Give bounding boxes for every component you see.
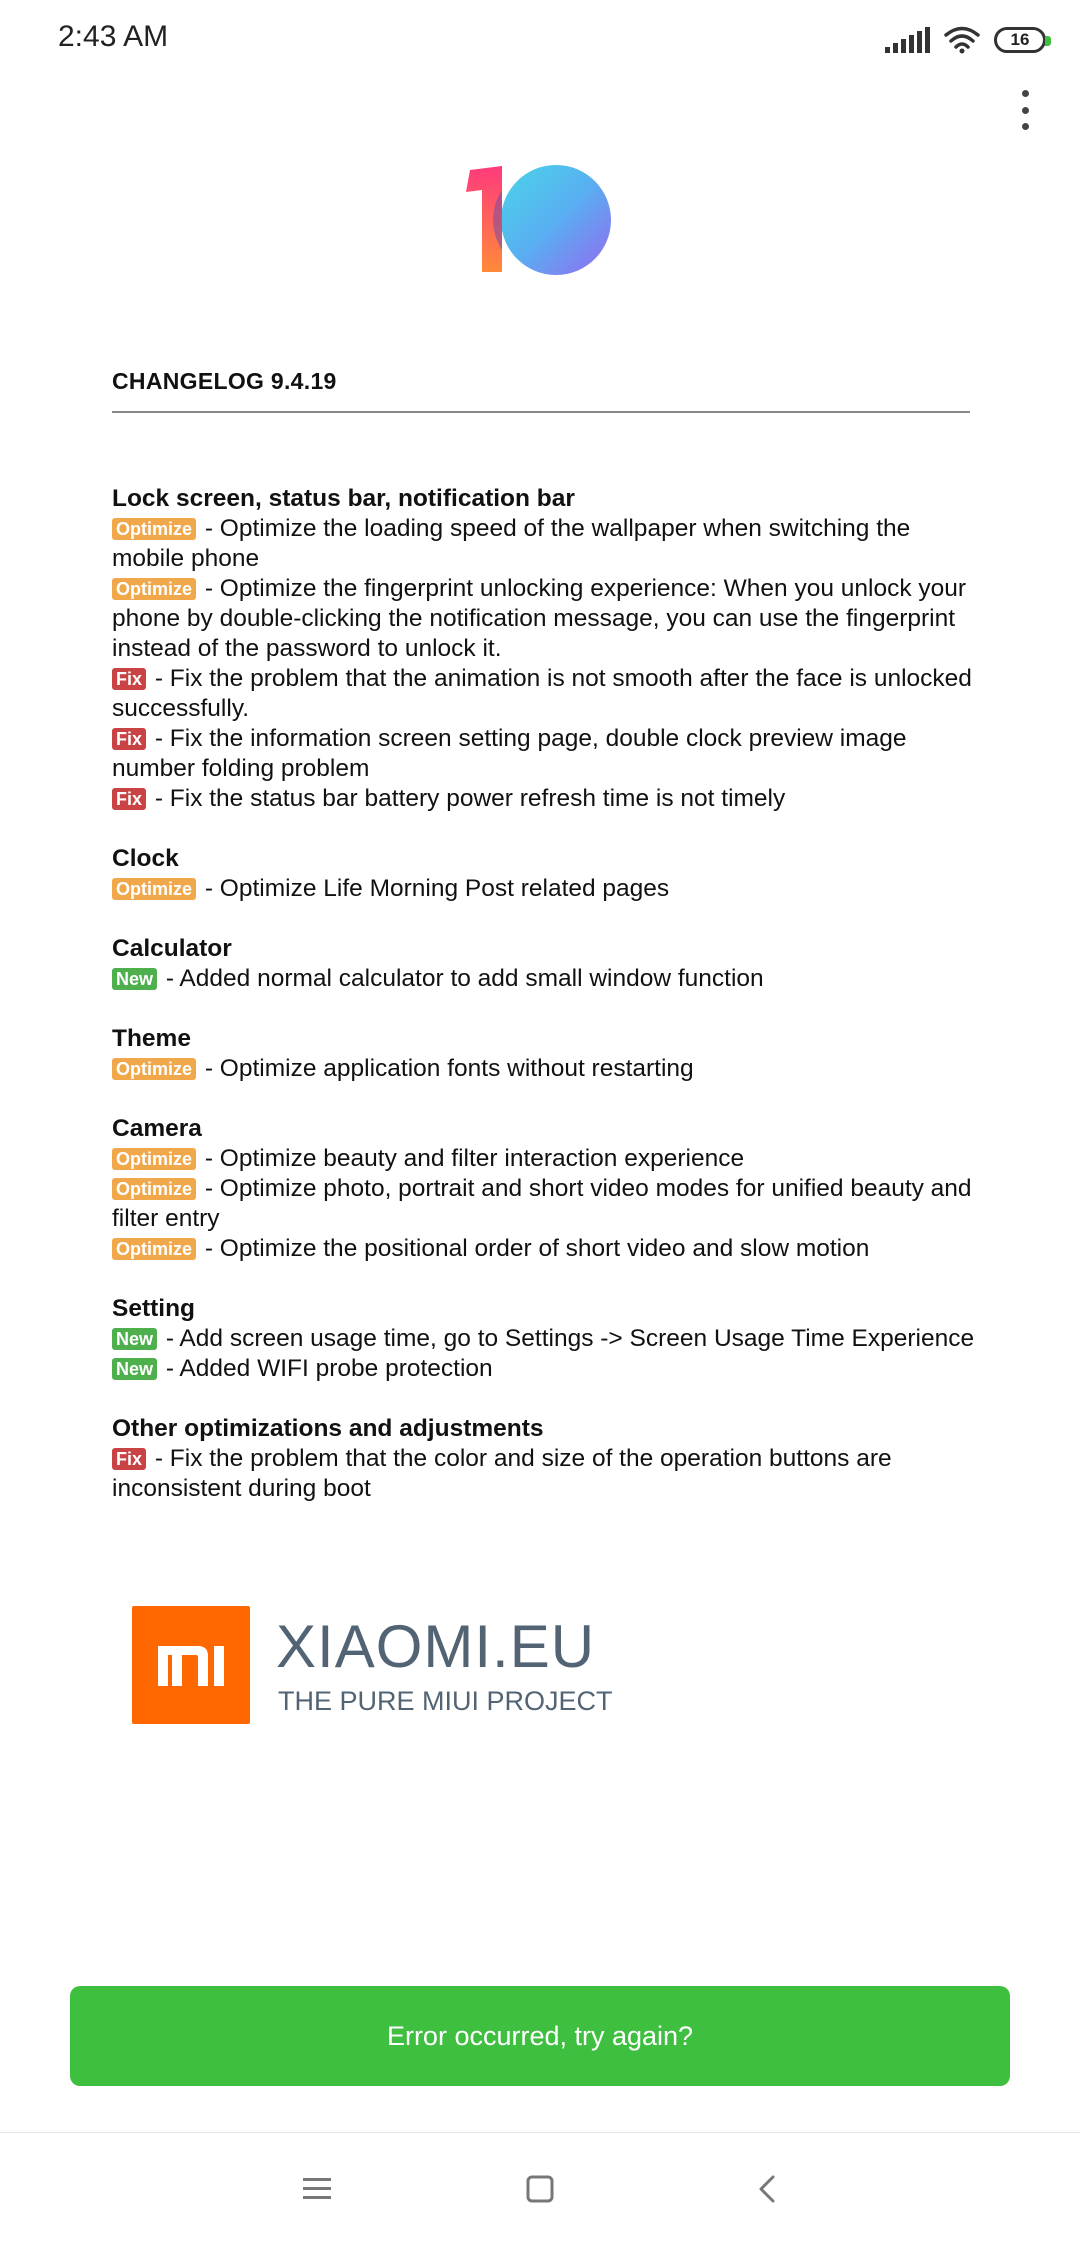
fix-badge: Fix — [112, 668, 146, 690]
fix-badge: Fix — [112, 788, 146, 810]
retry-button[interactable]: Error occurred, try again? — [70, 1986, 1010, 2086]
entry-text: - Fix the problem that the animation is not smooth after the face is unlocked successfully. — [112, 665, 972, 722]
section-title: Setting — [112, 1295, 196, 1322]
status-bar — [0, 0, 1080, 80]
brand-tagline: THE PURE MIUI PROJECT — [278, 1686, 613, 1716]
changelog-section — [112, 1294, 978, 1384]
chevron-left-icon[interactable] — [735, 2157, 799, 2221]
square-icon[interactable] — [508, 2157, 572, 2221]
changelog-entry — [112, 1354, 978, 1384]
optimize-badge: Optimize — [112, 878, 196, 900]
more-vert-icon[interactable] — [1010, 90, 1040, 130]
optimize-badge: Optimize — [112, 518, 196, 540]
xiaomi-eu-branding — [132, 1606, 632, 1726]
section-title: Theme — [112, 1025, 191, 1052]
section-title: Other optimizations and adjustments — [112, 1415, 544, 1442]
optimize-badge: Optimize — [112, 1178, 196, 1200]
changelog-entry — [112, 1324, 978, 1354]
entry-text: - Added normal calculator to add small window function — [159, 965, 764, 992]
entry-text: - Fix the status bar battery power refresh time is not timely — [148, 785, 786, 812]
entry-text: - Optimize the fingerprint unlocking experience: When you unlock your phone by double-clicking the notification message, you can use the fingerprint instead of the password to unlock it. — [112, 575, 967, 662]
changelog-section — [112, 844, 978, 904]
entry-text: - Optimize Life Morning Post related pages — [198, 875, 670, 902]
changelog-title: CHANGELOG 9.4.19 — [112, 368, 337, 394]
status-time: 2:43 AM — [58, 20, 169, 53]
optimize-badge: Optimize — [112, 1058, 196, 1080]
changelog-entry — [112, 964, 978, 994]
changelog-entry — [112, 1444, 978, 1504]
changelog-section — [112, 1114, 978, 1264]
title-divider — [112, 411, 970, 413]
entry-text: - Added WIFI probe protection — [159, 1355, 493, 1382]
changelog-section — [112, 934, 978, 994]
changelog-section — [112, 484, 978, 814]
fix-badge: Fix — [112, 1448, 146, 1470]
optimize-badge: Optimize — [112, 1238, 196, 1260]
changelog-entry — [112, 1174, 978, 1234]
menu-lines-icon[interactable] — [285, 2157, 349, 2221]
changelog-entry — [112, 724, 978, 784]
new-badge: New — [112, 1358, 157, 1380]
new-badge: New — [112, 1328, 157, 1350]
section-title: Calculator — [112, 935, 232, 962]
signal-icon — [885, 27, 930, 53]
section-title: Lock screen, status bar, notification bar — [112, 485, 575, 512]
changelog-entry — [112, 664, 978, 724]
optimize-badge: Optimize — [112, 1148, 196, 1170]
miui-10-logo-icon — [460, 160, 620, 280]
changelog-section — [112, 1024, 978, 1084]
changelog-entry — [112, 784, 978, 814]
entry-text: - Fix the information screen setting page, double clock preview image number folding problem — [112, 725, 907, 782]
entry-text: - Optimize the positional order of short video and slow motion — [198, 1235, 870, 1262]
changelog-entry — [112, 874, 978, 904]
changelog-entry — [112, 574, 978, 664]
status-icons — [885, 22, 1046, 58]
entry-text: - Add screen usage time, go to Settings -> Screen Usage Time Experience — [159, 1325, 975, 1352]
brand-name: XIAOMI.EU — [276, 1613, 596, 1680]
changelog-entry — [112, 1054, 978, 1084]
optimize-badge: Optimize — [112, 578, 196, 600]
battery-icon — [994, 27, 1046, 53]
section-title: Camera — [112, 1115, 202, 1142]
changelog-entry — [112, 1234, 978, 1264]
section-title: Clock — [112, 845, 179, 872]
mi-logo-icon — [132, 1606, 250, 1724]
fix-badge: Fix — [112, 728, 146, 750]
new-badge: New — [112, 968, 157, 990]
entry-text: - Fix the problem that the color and size of the operation buttons are inconsistent during boot — [112, 1445, 892, 1502]
changelog-entry — [112, 1144, 978, 1174]
entry-text: - Optimize beauty and filter interaction experience — [198, 1145, 745, 1172]
wifi-icon — [944, 26, 980, 54]
changelog-section — [112, 1414, 978, 1504]
changelog-content — [112, 484, 978, 1534]
battery-level: 16 — [1010, 30, 1030, 49]
navigation-bar — [0, 2132, 1080, 2245]
entry-text: - Optimize the loading speed of the wallpaper when switching the mobile phone — [112, 515, 911, 572]
changelog-entry — [112, 514, 978, 574]
entry-text: - Optimize application fonts without restarting — [198, 1055, 694, 1082]
entry-text: - Optimize photo, portrait and short video modes for unified beauty and filter entry — [112, 1175, 972, 1232]
